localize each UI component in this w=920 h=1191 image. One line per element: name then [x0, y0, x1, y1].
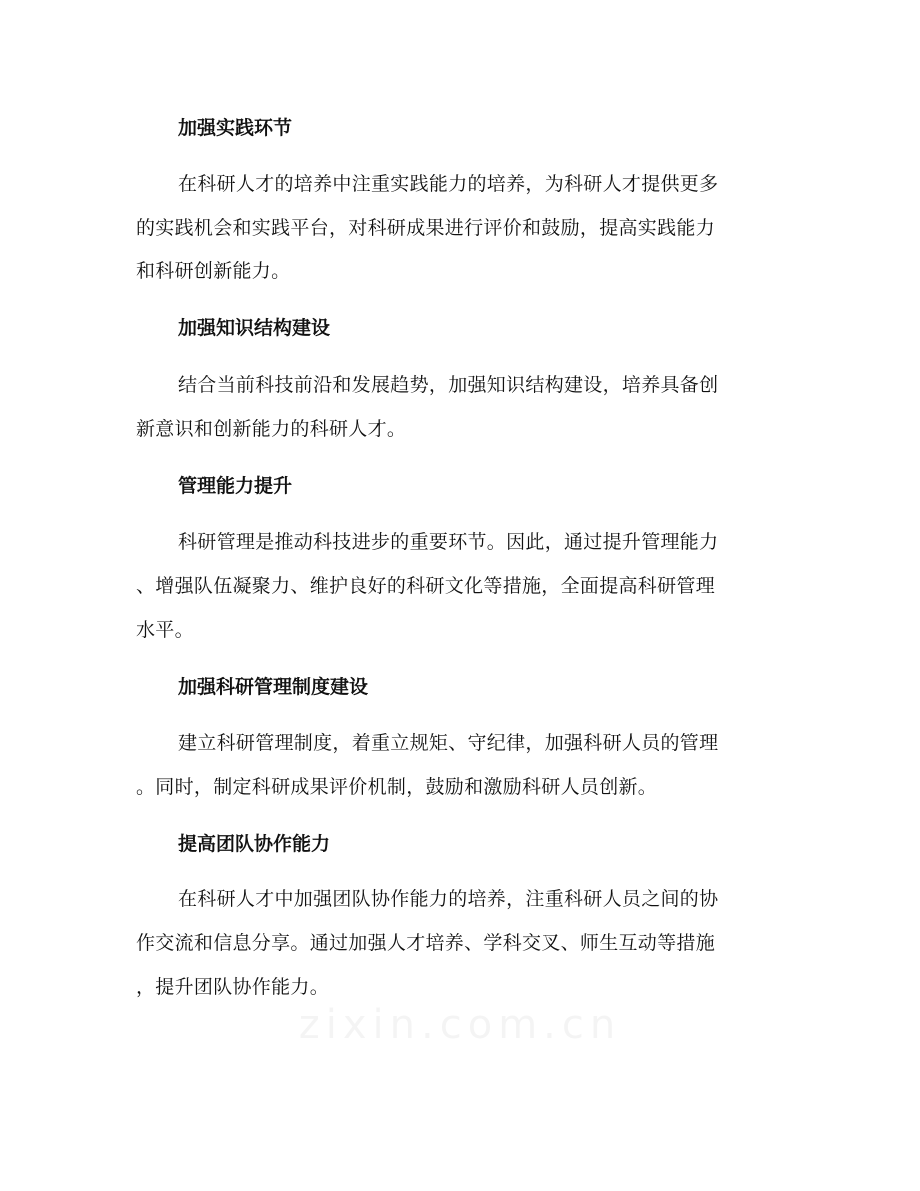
paragraph-line: 在科研人才的培养中注重实践能力的培养，为科研人才提供更多 [178, 173, 719, 195]
paragraph-line: 水平。 [136, 619, 194, 641]
paragraph-line: 建立科研管理制度，着重立规矩、守纪律，加强科研人员的管理 [178, 732, 719, 754]
section-heading: 管理能力提升 [178, 475, 293, 497]
paragraph-line: 、增强队伍凝聚力、维护良好的科研文化等措施，全面提高科研管理 [136, 575, 716, 597]
watermark [0, 1002, 920, 1048]
section-heading: 加强知识结构建设 [178, 317, 331, 339]
paragraph-line: 科研管理是推动科技进步的重要环节。因此，通过提升管理能力 [178, 531, 719, 553]
paragraph-line: 结合当前科技前沿和发展趋势，加强知识结构建设，培养具备创 [178, 374, 719, 396]
section-heading: 加强科研管理制度建设 [178, 676, 369, 698]
paragraph-line: ，提升团队协作能力。 [136, 976, 330, 998]
paragraph-line: 的实践机会和实践平台，对科研成果进行评价和鼓励，提高实践能力 [136, 217, 716, 239]
section-heading: 加强实践环节 [178, 117, 293, 139]
paragraph-line: 作交流和信息分享。通过加强人才培养、学科交叉、师生互动等措施 [136, 932, 716, 954]
paragraph-line: 。同时，制定科研成果评价机制，鼓励和激励科研人员创新。 [136, 776, 658, 798]
section-heading: 提高团队协作能力 [178, 833, 331, 855]
paragraph-line: 新意识和创新能力的科研人才。 [136, 418, 407, 440]
paragraph-line: 和科研创新能力。 [136, 260, 291, 282]
paragraph-line: 在科研人才中加强团队协作能力的培养，注重科研人员之间的协 [178, 888, 719, 910]
